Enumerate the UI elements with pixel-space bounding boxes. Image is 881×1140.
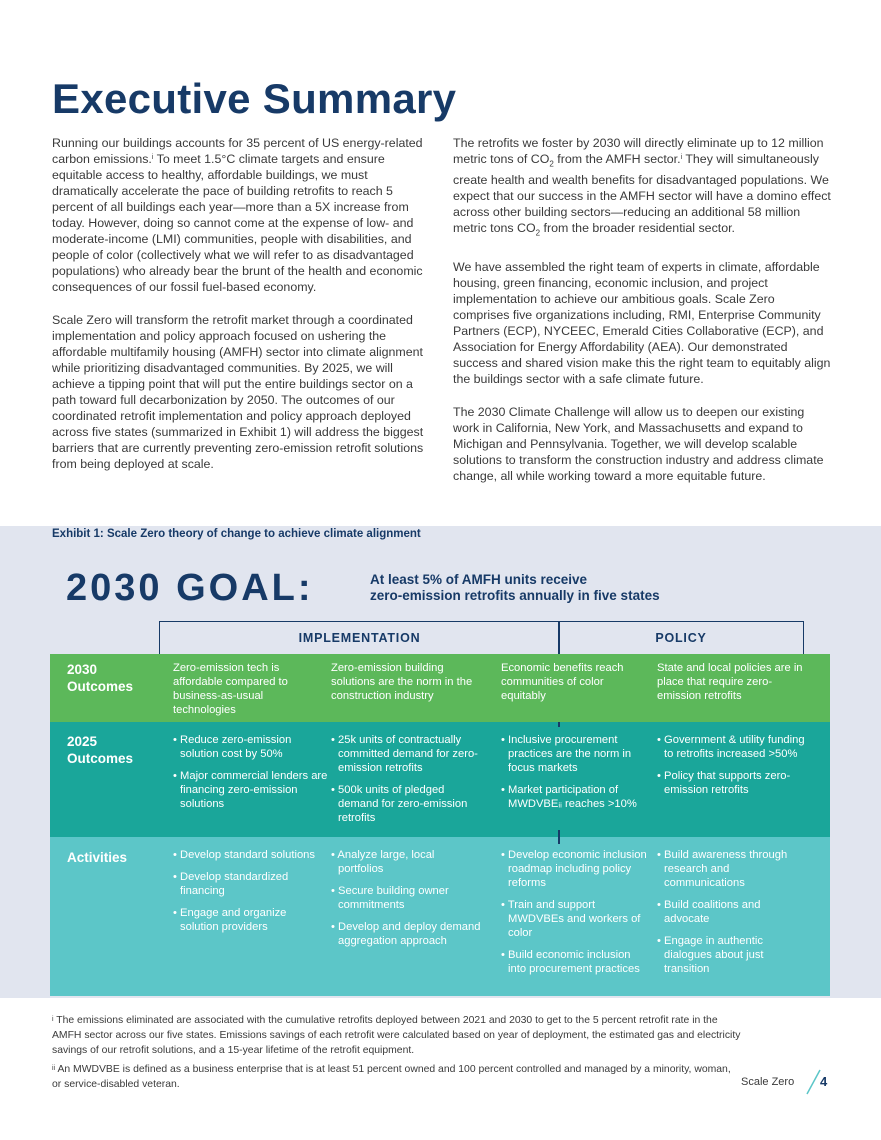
list-item: • Engage and organize solution providers — [173, 907, 287, 933]
policy-label: POLICY — [655, 631, 707, 645]
footnote-2: $^{ii}$ An MWDVBE is defined as a business enterprise that is at least 51 percent owned and 100 percent controlled and managed by a minority, woman, or service-disabled veteran. — [52, 1064, 731, 1090]
list-item: • Build awareness through research and communications — [657, 849, 788, 889]
list-item: • 25k units of contractually committed demand for zero-emission retrofits — [331, 734, 478, 774]
list-item: • Analyze large, local portfolios — [331, 849, 435, 875]
paragraph: We have assembled the right team of experts in climate, affordable housing, green financing, economic inclusion, and project implementation to achieve our ambitious goals. Scale Zero comprises five organizations including, RMI, Enterprise Community Partners (ECP), NYCEEC, Emerald Cities Collaborative (ECP), and Association for Energy Affordability (AEA). Our demonstrated success and shared vision make this the right team to equitably align the buildings sector with a safe climate future. — [453, 259, 831, 386]
cell-activities-col1 — [173, 848, 323, 942]
list-item: • Engage in authentic dialogues about just transition — [657, 935, 764, 975]
paragraph: The 2030 Climate Challenge will allow us to deepen our existing work in California, New York, and Massachusetts and expand to Michigan and Pennsylvania. Together, we will develop scalable solutions to transform the construction industry and address climate change, all while working toward a more equitable future. — [453, 404, 824, 483]
row-label-activities: Activities — [67, 850, 128, 865]
cell-2030-col1: Zero-emission tech is affordable compared to business-as-usual technologies — [173, 662, 288, 716]
cell-activities-col2 — [331, 848, 481, 956]
list-item: • Develop and deploy demand aggregation approach — [331, 921, 481, 947]
list-item: • Train and support MWDVBEs and workers of color — [501, 899, 641, 939]
cell-activities-col4 — [657, 848, 807, 984]
goal-heading: 2030 GOAL: — [66, 567, 314, 609]
cell-activities-col3 — [501, 848, 649, 984]
list-item: • Secure building owner commitments — [331, 885, 449, 911]
list-item: • Major commercial lenders are financing zero-emission solutions — [173, 770, 328, 810]
list-item: • Market participation of MWDVBEᵢᵢ reaches >10% — [501, 784, 637, 810]
cell-2025-col2 — [331, 733, 481, 833]
list-item: • 500k units of pledged demand for zero-emission retrofits — [331, 784, 468, 824]
list-item: • Reduce zero-emission solution cost by 50% — [173, 734, 292, 760]
exhibit-caption: Exhibit 1: Scale Zero theory of change to achieve climate alignment — [52, 528, 421, 540]
divider-line — [558, 722, 560, 727]
list-item: • Develop standardized financing — [173, 871, 289, 897]
list-item: • Build coalitions and advocate — [657, 899, 761, 925]
cell-2025-col3 — [501, 733, 649, 819]
footer-brand: Scale Zero — [741, 1076, 795, 1088]
row-label-2030: 2030 Outcomes — [67, 662, 134, 694]
left-column — [52, 135, 430, 489]
implementation-label: IMPLEMENTATION — [298, 631, 421, 645]
goal-description: At least 5% of AMFH units receive zero-emission retrofits annually in five states — [370, 572, 660, 603]
cell-2025-col4 — [657, 733, 807, 805]
cell-2025-col1 — [173, 733, 328, 819]
page-title: Executive Summary — [52, 75, 457, 122]
list-item: • Inclusive procurement practices are the norm in focus markets — [501, 734, 632, 774]
page-number: 4 — [820, 1074, 828, 1089]
list-item: • Policy that supports zero-emission retrofits — [657, 770, 791, 796]
footnote-1: $^i$ The emissions eliminated are associated with the cumulative retrofits deployed between 2021 and 2030 to get to the 5 percent retrofit rate in the AMFH sector across our five states. Emissions savings of each retrofit were calculated based on year of deployment, the estimated gas and electricity savings of our retrofit solutions, and a 15-year lifetime of the retrofit equipment. — [52, 1015, 741, 1056]
divider-line — [558, 830, 560, 844]
list-item: • Develop economic inclusion roadmap including policy reforms — [501, 849, 647, 889]
list-item: • Build economic inclusion into procurement practices — [501, 949, 640, 975]
list-item: • Government & utility funding to retrofits increased >50% — [657, 734, 805, 760]
cell-2030-col3: Economic benefits reach communities of color equitably — [501, 662, 624, 702]
list-item: • Develop standard solutions — [173, 849, 315, 861]
paragraph: Running our buildings accounts for 35 percent of US energy-related carbon emissions.$^i$ To meet 1.5°C climate targets and ensure equitable access to healthy, affordable buildings, we must dramatically accelerate the pace of building retrofits to reach 5 percent of all buildings each year—more than a 5X increase from today. However, doing so cannot come at the expense of low- and moderate-income (LMI) communities, people with disabilities, and people of color (collectively what we will refer to as disadvantaged populations) who already bear the brunt of the health and economic consequences of our fossil fuel-based economy. — [52, 136, 423, 294]
paragraph: The retrofits we foster by 2030 will directly eliminate up to 12 million metric tons of $CO_2$ from the AMFH sector.$^i$ They will simultaneously create health and wealth benefits for disadvantaged populations. We expect that our success in the AMFH sector will have a domino effect across other building sectors—reducing an additional 58 million metric tons $CO_2$ from the broader residential sector. — [453, 136, 831, 238]
row-label-2025: 2025 Outcomes — [67, 734, 134, 766]
paragraph: Scale Zero will transform the retrofit market through a coordinated implementation and policy approach focused on ushering the affordable multifamily housing (AMFH) sector into climate alignment while prioritizing disadvantaged communities. By 2025, we will achieve a tipping point that will put the entire buildings sector on a path toward full decarbonization by 2050. The outcomes of our coordinated retrofit implementation and policy approach deployed across five states (summarized in Exhibit 1) will address the biggest barriers that are currently preventing zero-emission retrofit solutions from being deployed at scale. — [52, 313, 424, 471]
cell-2030-col2: Zero-emission building solutions are the norm in the construction industry — [331, 662, 473, 702]
right-column — [453, 135, 831, 501]
cell-2030-col4: State and local policies are in place that require zero-emission retrofits — [657, 662, 803, 702]
